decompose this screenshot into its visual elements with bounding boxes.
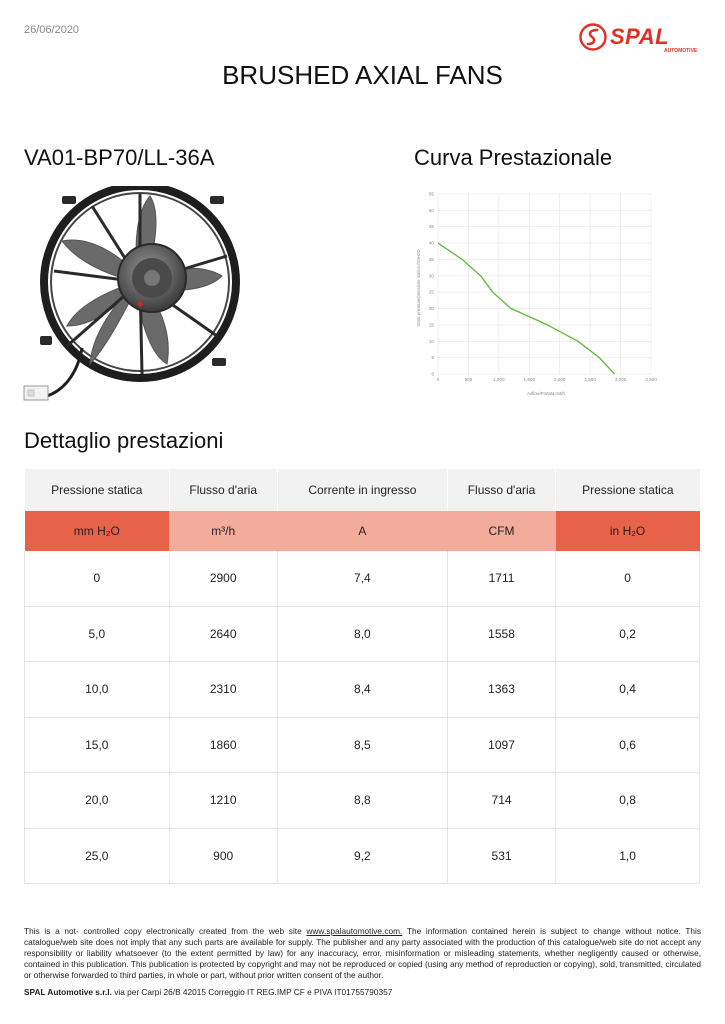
spal-logo (578, 22, 702, 56)
table-cell: 0 (25, 551, 170, 606)
website-link[interactable]: www.spalautomotive.com. (306, 926, 403, 936)
unit-amperes: A (277, 511, 447, 551)
spal-logo-subtitle: AUTOMOTIVE (664, 48, 698, 54)
curve-title: Curva Prestazionale (414, 145, 613, 170)
table-cell: 9,2 (277, 828, 447, 884)
table-cell: 15,0 (25, 717, 170, 773)
table-cell: 0,6 (556, 717, 700, 773)
chart-y-tick-label: 35 (428, 256, 434, 262)
unit-cfm: CFM (447, 511, 555, 551)
table-cell: 1711 (447, 551, 555, 606)
chart-y-tick-label: 40 (428, 240, 434, 246)
table-cell: 1210 (169, 773, 277, 829)
table-cell: 1097 (447, 717, 555, 773)
chart-y-tick-label: 45 (428, 224, 434, 230)
chart-grid (438, 194, 651, 374)
unit-in-h2o: in H₂O (556, 511, 700, 551)
chart-y-tick-label: 50 (428, 207, 434, 213)
table-row (25, 717, 700, 773)
chart-y-tick-label: 30 (428, 273, 434, 279)
company-name: SPAL Automotive s.r.l. (24, 987, 112, 997)
unit-mm-h2o: mm H₂O (25, 511, 170, 551)
chart-y-tick-label: 10 (428, 338, 434, 344)
chart-x-tick-label: 500 (464, 377, 473, 382)
column-header-input-current: Corrente in ingresso (277, 469, 447, 511)
table-cell: 0 (556, 551, 700, 606)
table-cell: 1363 (447, 662, 555, 718)
chart-x-tick-label: 2,500 (584, 377, 596, 382)
table-cell: 25,0 (25, 828, 170, 884)
column-header-airflow-m3h: Flusso d'aria (169, 469, 277, 511)
table-units-row (25, 511, 700, 551)
table-cell: 0,2 (556, 606, 700, 662)
column-header-static-pressure-mm: Pressione statica (25, 469, 170, 511)
table-cell: 714 (447, 773, 555, 829)
table-cell: 900 (169, 828, 277, 884)
performance-curve-chart (408, 188, 663, 406)
company-address: via per Carpi 26/B 42015 Correggio IT REG.IMP CF e PIVA IT01755790357 (111, 987, 393, 997)
chart-y-tick-label: 0 (431, 371, 434, 377)
table-row (25, 551, 700, 606)
disclaimer-text-end: The information contained herein is subject to change without notice. This catalogue/web site does not imply that any such parts are available for supply. The publisher and any party associated with the production of this catalogue/web site do not accept any responsibility or liability whatsoever (to the extent permitted by law) for any inaccuracy, error, misinformation or misleading statements, whether negligently caused or otherwise, contained in this publication. This publication is protected by copyright and may not be reproduced or copied (using any method of reproduction or copying), sold, transmitted, circulated or otherwise forwarded to third parties, in whole or part, without prior written consent of the author. (24, 926, 701, 980)
product-model: VA01-BP70/LL-36A (24, 145, 215, 170)
chart-y-tick-label: 55 (428, 191, 434, 197)
table-header-row (25, 469, 700, 511)
column-header-static-pressure-in: Pressione statica (556, 469, 700, 511)
table-row (25, 828, 700, 884)
spal-logo-icon (578, 22, 608, 52)
chart-x-tick-label: 0 (436, 377, 440, 382)
table-cell: 1,0 (556, 828, 700, 884)
page-title: BRUSHED AXIAL FANS (222, 60, 503, 90)
table-row (25, 606, 700, 662)
chart-x-tick-label: 2,000 (553, 377, 566, 382)
table-cell: 8,4 (277, 662, 447, 718)
fan-product-image (22, 186, 242, 408)
table-cell: 8,5 (277, 717, 447, 773)
performance-section-title: Dettaglio prestazioni (24, 428, 224, 453)
table-cell: 531 (447, 828, 555, 884)
table-cell: 8,8 (277, 773, 447, 829)
performance-table (24, 469, 700, 884)
table-cell: 2900 (169, 551, 277, 606)
table-cell: 1558 (447, 606, 555, 662)
legal-disclaimer (24, 926, 701, 981)
chart-x-axis-label: Airflow/Portata m3/h (527, 391, 565, 396)
table-cell: 20,0 (25, 773, 170, 829)
chart-x-tick-label: 3,000 (614, 377, 627, 382)
chart-x-tick-label: 1,000 (493, 377, 505, 382)
table-row (25, 773, 700, 829)
unit-m3h: m³/h (169, 511, 277, 551)
chart-y-tick-label: 20 (428, 306, 434, 312)
chart-x-tick-label: 3,500 (645, 377, 657, 382)
table-row (25, 662, 700, 718)
chart-y-tick-label: 25 (428, 289, 434, 295)
table-cell: 0,4 (556, 662, 700, 718)
chart-y-tick-label: 15 (428, 322, 434, 328)
table-cell: 7,4 (277, 551, 447, 606)
table-cell: 10,0 (25, 662, 170, 718)
chart-x-tick-label: 1,500 (523, 377, 536, 382)
chart-y-axis-label: Static pressure/pressione statica mmH2O (416, 249, 421, 327)
table-cell: 1860 (169, 717, 277, 773)
spal-logo-wordmark: SPAL (610, 24, 670, 49)
table-cell: 2310 (169, 662, 277, 718)
table-cell: 2640 (169, 606, 277, 662)
chart-y-tick-label: 5 (431, 355, 434, 361)
disclaimer-text-start: This is a not- controlled copy electronically created from the web site (24, 926, 307, 936)
table-cell: 0,8 (556, 773, 700, 829)
company-footer (24, 987, 392, 997)
document-date: 26/06/2020 (24, 24, 80, 36)
table-cell: 5,0 (25, 606, 170, 662)
table-cell: 8,0 (277, 606, 447, 662)
column-header-airflow-cfm: Flusso d'aria (447, 469, 555, 511)
